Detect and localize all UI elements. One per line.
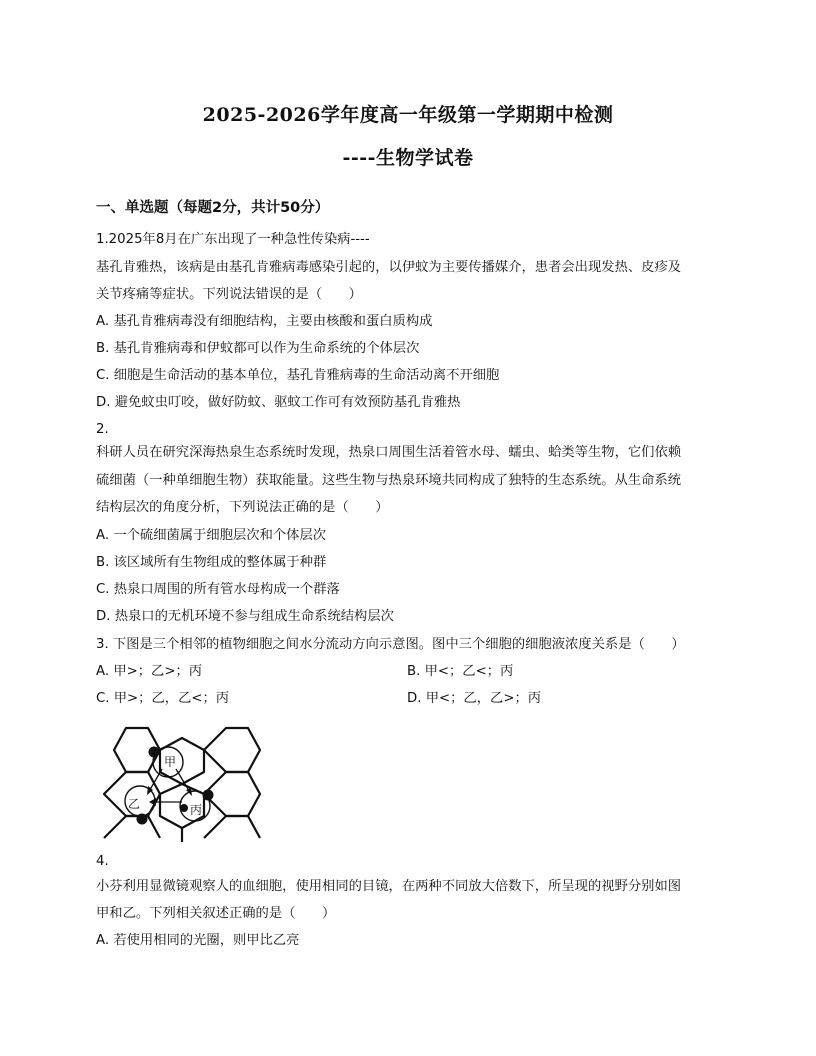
nucleus-dot [149,747,160,758]
cell-label-jia: 甲 [163,755,177,769]
nucleus-dot [180,804,188,812]
section-heading: 一、单选题（每题2分，共计50分） [96,200,330,216]
q1-option-d: D. 避免蚊虫叮咬，做好防蚊、驱蚊工作可有效预防基孔肯雅热 [96,395,461,410]
q2-stem-line-1: 科研人员在研究深海热泉生态系统时发现，热泉口周围生活着管水母、蠕虫、蛤类等生物，它们依赖 [96,445,682,460]
nucleus-dot [137,814,148,825]
q1-stem-line-3: 关节疼痛等症状。下列说法错误的是（ ） [96,287,362,302]
cell-hexagon-edge [204,816,260,838]
q2-stem-line-2: 硫细菌（一种单细胞生物）获取能量。这些生物与热泉环境共同构成了独特的生态系统。从生命系统 [96,473,682,488]
q4-number: 4. [96,854,109,869]
q2-option-c: C. 热泉口周围的所有管水母构成一个群落 [96,582,340,597]
q4-stem-line-1: 小芬利用显微镜观察人的血细胞，使用相同的目镜，在两种不同放大倍数下，所呈现的视野分别如图 [96,879,682,894]
cell-label-yi: 乙 [127,797,141,811]
q3-stem: 3. 下图是三个相邻的植物细胞之间水分流动方向示意图。图中三个细胞的细胞液浓度关系是（ ） [96,637,685,652]
q2-option-b: B. 该区域所有生物组成的整体属于种群 [96,555,327,570]
q3-option-a: A. 甲>；乙>；丙 [96,664,203,679]
cell-hexagon [204,728,260,772]
cell-label-bing: 丙 [189,803,203,817]
page-title: 2025-2026学年度高一年级第一学期期中检测 [202,104,614,126]
arrowhead-icon [147,786,153,795]
q1-stem-line-1: 1.2025年8月在广东出现了一种急性传染病---- [96,232,370,247]
arrowhead-icon [186,788,192,796]
q4-stem-line-2: 甲和乙。下列相关叙述正确的是（ ） [96,906,336,921]
q4-option-a: A. 若使用相同的光圈，则甲比乙亮 [96,933,300,948]
q2-stem-line-3: 结构层次的角度分析，下列说法正确的是（ ） [96,500,389,515]
q1-stem-line-2: 基孔肯雅热，该病是由基孔肯雅病毒感染引起的，以伊蚊为主要传播媒介，患者会出现发热、皮疹及 [96,260,682,275]
q3-option-d: D. 甲<；乙，乙>；丙 [407,691,542,706]
arrowhead-icon [149,798,156,806]
q2-number: 2. [96,422,109,437]
q1-option-c: C. 细胞是生命活动的基本单位，基孔肯雅病毒的生命活动离不开细胞 [96,368,500,383]
q2-option-a: A. 一个硫细菌属于细胞层次和个体层次 [96,528,327,543]
cell-hexagon-edge [104,816,160,838]
q3-option-c: C. 甲>；乙，乙<；丙 [96,691,230,706]
page-subtitle: ----生物学试卷 [342,147,474,169]
q2-option-d: D. 热泉口的无机环境不参与组成生命系统结构层次 [96,609,394,624]
q3-option-b: B. 甲<；乙<；丙 [407,664,514,679]
q1-option-a: A. 基孔肯雅病毒没有细胞结构，主要由核酸和蛋白质构成 [96,314,433,329]
nucleus-dot [203,790,214,801]
q1-option-b: B. 基孔肯雅病毒和伊蚊都可以作为生命系统的个体层次 [96,341,420,356]
plant-cells-figure [96,722,266,844]
